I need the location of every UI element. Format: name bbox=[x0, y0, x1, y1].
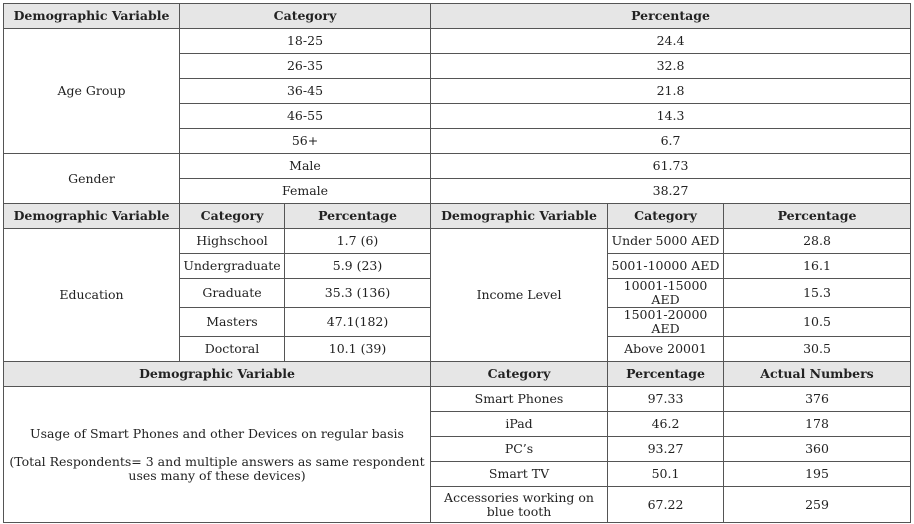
age-percentage: 14.3 bbox=[431, 104, 911, 129]
device-percentage: 97.33 bbox=[608, 387, 724, 412]
header-percentage: Percentage bbox=[285, 204, 431, 229]
education-percentage: 35.3 (136) bbox=[285, 279, 431, 308]
gender-category: Female bbox=[180, 179, 431, 204]
device-count: 178 bbox=[724, 412, 911, 437]
income-level-label: Income Level bbox=[431, 229, 608, 362]
device-percentage: 67.22 bbox=[608, 487, 724, 523]
table-row bbox=[4, 154, 911, 179]
education-category: Highschool bbox=[180, 229, 285, 254]
income-percentage: 28.8 bbox=[724, 229, 911, 254]
device-percentage: 50.1 bbox=[608, 462, 724, 487]
section1-header-row bbox=[4, 4, 911, 29]
header-percentage: Percentage bbox=[724, 204, 911, 229]
education-category: Doctoral bbox=[180, 337, 285, 362]
age-group-label: Age Group bbox=[4, 29, 180, 154]
table-row bbox=[4, 229, 911, 254]
age-category: 36-45 bbox=[180, 79, 431, 104]
device-count: 195 bbox=[724, 462, 911, 487]
device-category: iPad bbox=[431, 412, 608, 437]
device-usage-note: (Total Respondents= 3 and multiple answers as same respondent uses many of these devices) bbox=[9, 453, 425, 483]
gender-percentage: 38.27 bbox=[431, 179, 911, 204]
device-usage-title: Usage of Smart Phones and other Devices on regular basis bbox=[30, 425, 404, 441]
gender-label: Gender bbox=[4, 154, 180, 204]
device-count: 360 bbox=[724, 437, 911, 462]
income-category: Above 20001 bbox=[608, 337, 724, 362]
education-category: Graduate bbox=[180, 279, 285, 308]
header-category: Category bbox=[431, 362, 608, 387]
table-row bbox=[4, 387, 911, 412]
header-demographic-variable: Demographic Variable bbox=[431, 204, 608, 229]
income-category: Under 5000 AED bbox=[608, 229, 724, 254]
section2-header-row bbox=[4, 204, 911, 229]
device-count: 259 bbox=[724, 487, 911, 523]
device-category: Smart TV bbox=[431, 462, 608, 487]
age-category: 46-55 bbox=[180, 104, 431, 129]
header-percentage: Percentage bbox=[608, 362, 724, 387]
income-percentage: 10.5 bbox=[724, 308, 911, 337]
header-category: Category bbox=[180, 204, 285, 229]
education-percentage: 1.7 (6) bbox=[285, 229, 431, 254]
age-percentage: 32.8 bbox=[431, 54, 911, 79]
demographics-table bbox=[3, 3, 911, 523]
device-percentage: 46.2 bbox=[608, 412, 724, 437]
age-percentage: 6.7 bbox=[431, 129, 911, 154]
header-percentage: Percentage bbox=[431, 4, 911, 29]
device-category: Accessories working on blue tooth bbox=[431, 487, 608, 523]
header-demographic-variable: Demographic Variable bbox=[4, 204, 180, 229]
age-category: 26-35 bbox=[180, 54, 431, 79]
education-percentage: 10.1 (39) bbox=[285, 337, 431, 362]
section3-header-row bbox=[4, 362, 911, 387]
header-demographic-variable: Demographic Variable bbox=[4, 4, 180, 29]
age-percentage: 21.8 bbox=[431, 79, 911, 104]
income-category: 15001-20000 AED bbox=[608, 308, 724, 337]
age-percentage: 24.4 bbox=[431, 29, 911, 54]
device-category: PC’s bbox=[431, 437, 608, 462]
education-percentage: 47.1(182) bbox=[285, 308, 431, 337]
header-category: Category bbox=[180, 4, 431, 29]
education-label: Education bbox=[4, 229, 180, 362]
income-category: 10001-15000 AED bbox=[608, 279, 724, 308]
education-percentage: 5.9 (23) bbox=[285, 254, 431, 279]
gender-percentage: 61.73 bbox=[431, 154, 911, 179]
gender-category: Male bbox=[180, 154, 431, 179]
income-percentage: 30.5 bbox=[724, 337, 911, 362]
header-category: Category bbox=[608, 204, 724, 229]
header-demographic-variable: Demographic Variable bbox=[4, 362, 431, 387]
income-percentage: 16.1 bbox=[724, 254, 911, 279]
device-usage-label bbox=[4, 387, 431, 523]
income-percentage: 15.3 bbox=[724, 279, 911, 308]
education-category: Undergraduate bbox=[180, 254, 285, 279]
education-category: Masters bbox=[180, 308, 285, 337]
age-category: 56+ bbox=[180, 129, 431, 154]
age-category: 18-25 bbox=[180, 29, 431, 54]
device-percentage: 93.27 bbox=[608, 437, 724, 462]
table-row bbox=[4, 29, 911, 54]
device-category: Smart Phones bbox=[431, 387, 608, 412]
header-actual-numbers: Actual Numbers bbox=[724, 362, 911, 387]
income-category: 5001-10000 AED bbox=[608, 254, 724, 279]
device-count: 376 bbox=[724, 387, 911, 412]
